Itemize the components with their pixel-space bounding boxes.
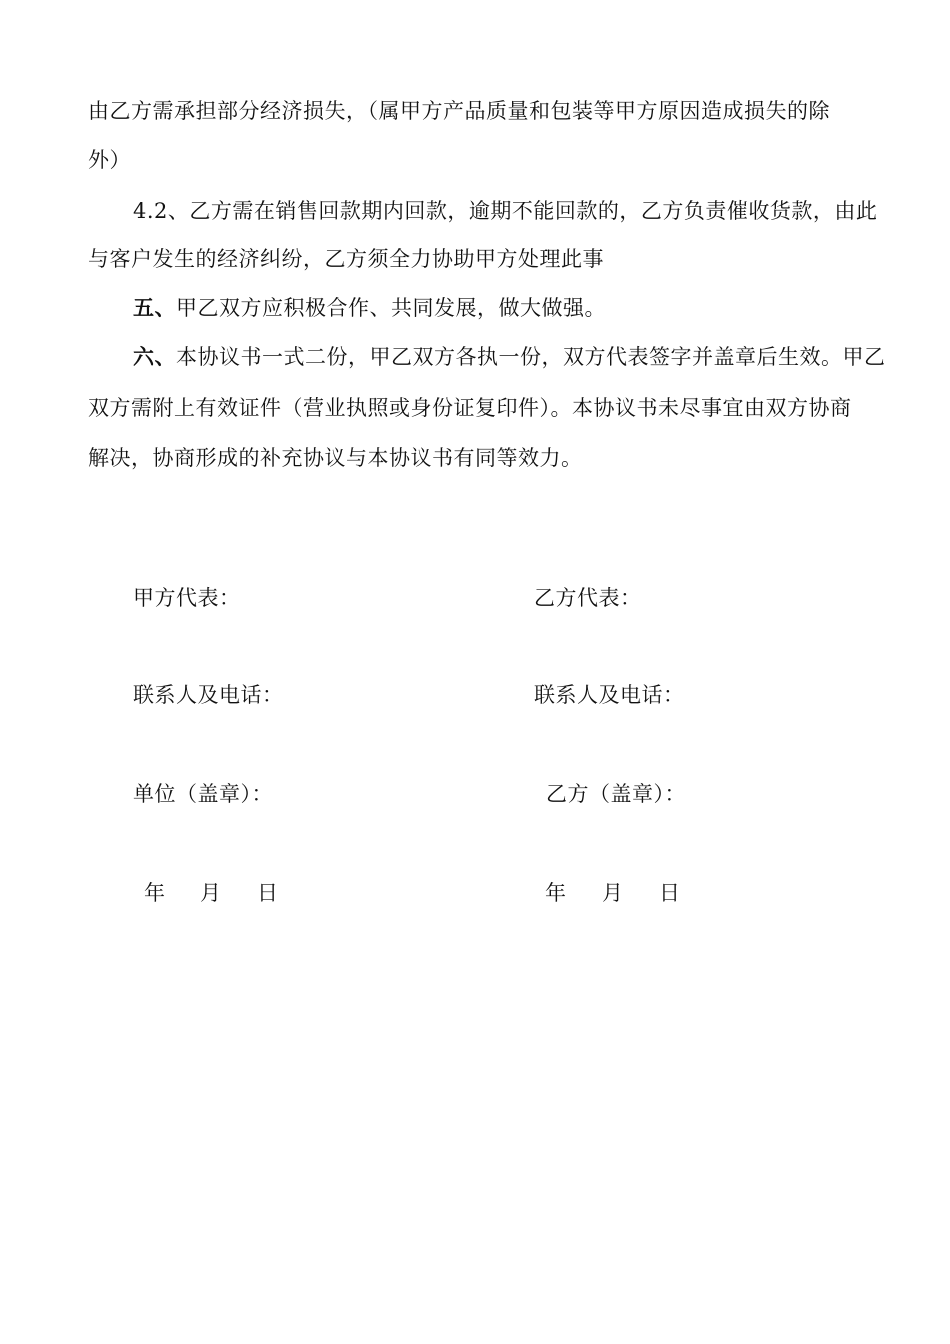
paragraph-2-line-1: 4.2、乙方需在销售回款期内回款，逾期不能回款的，乙方负责催收货款，由此 [133,199,878,223]
paragraph-1-line-2: 外） [88,148,131,172]
party-a-month: 月 [200,881,222,905]
paragraph-6-line-3: 解决，协商形成的补充协议与本协议书有同等效力。 [88,446,583,470]
paragraph-6-line-2: 双方需附上有效证件（营业执照或身份证复印件）。本协议书未尽事宜由双方协商 [88,396,852,420]
section-6-text: 本协议书一式二份，甲乙双方各执一份，双方代表签字并盖章后生效。甲乙 [176,345,886,369]
paragraph-1-line-1: 由乙方需承担部分经济损失，（属甲方产品质量和包装等甲方原因造成损失的除 [88,99,830,123]
section-6-number: 六、 [133,344,176,369]
party-b-representative-label: 乙方代表： [534,586,642,610]
section-5-number: 五、 [133,295,176,320]
party-b-month: 月 [602,881,624,905]
party-a-date [144,879,279,907]
party-b-day: 日 [659,881,681,905]
party-a-year: 年 [144,881,166,905]
party-b-year: 年 [545,881,567,905]
paragraph-2-line-2: 与客户发生的经济纠纷，乙方须全力协助甲方处理此事 [88,247,604,271]
party-a-contact-label: 联系人及电话： [133,683,284,707]
party-a-representative-label: 甲方代表： [133,586,241,610]
section-5-text: 甲乙双方应积极合作、共同发展，做大做强。 [176,296,606,320]
party-b-date [545,879,681,907]
party-a-seal-label: 单位（盖章）： [133,782,273,806]
party-b-seal-label: 乙方（盖章）： [546,782,686,806]
party-b-contact-label: 联系人及电话： [534,683,685,707]
party-a-day: 日 [257,881,279,905]
paragraph-5 [133,294,878,322]
paragraph-6-line-1 [133,343,886,371]
